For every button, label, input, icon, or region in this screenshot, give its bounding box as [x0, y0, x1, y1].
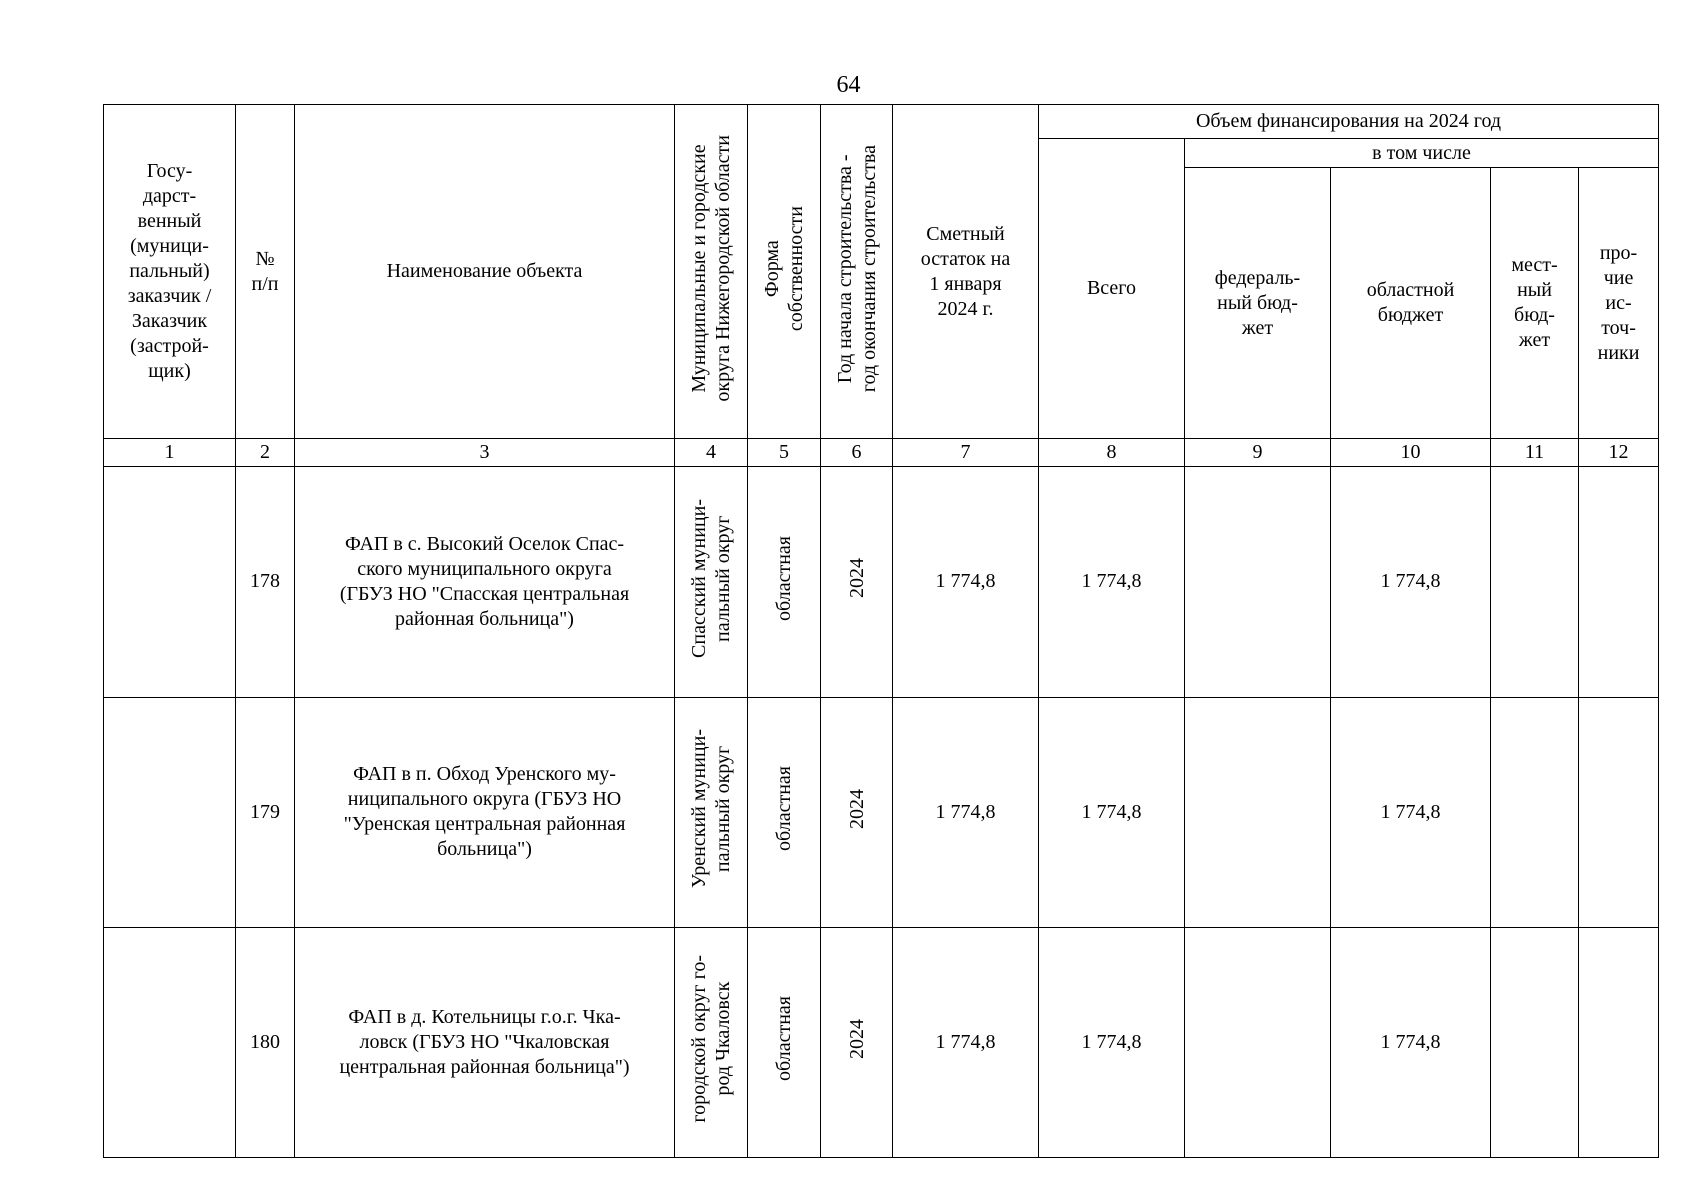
header-regional: областной бюджет	[1331, 168, 1491, 439]
col-num: 10	[1331, 439, 1491, 467]
header-number: № п/п	[236, 105, 295, 439]
header-total: Всего	[1039, 139, 1185, 439]
table-row	[104, 467, 1659, 697]
row-remaining: 1 774,8	[893, 697, 1039, 927]
row-remaining: 1 774,8	[893, 467, 1039, 697]
row-federal	[1185, 927, 1331, 1157]
row-number: 179	[236, 697, 295, 927]
row-years: 2024	[821, 467, 893, 697]
table-row	[104, 697, 1659, 927]
row-local	[1491, 697, 1579, 927]
col-num: 3	[295, 439, 675, 467]
header-customer: Госу- дарст- венный (муници- пальный) заказчик / Заказчик (застрой- щик)	[104, 105, 236, 439]
financing-table	[103, 104, 1659, 1158]
row-local	[1491, 927, 1579, 1157]
row-ownership: областная	[748, 467, 821, 697]
row-regional: 1 774,8	[1331, 467, 1491, 697]
row-local	[1491, 467, 1579, 697]
row-district: Спасский муници- пальный округ	[675, 467, 748, 697]
header-object-name: Наименование объекта	[295, 105, 675, 439]
row-total: 1 774,8	[1039, 697, 1185, 927]
col-num: 1	[104, 439, 236, 467]
col-num: 6	[821, 439, 893, 467]
row-customer	[104, 697, 236, 927]
row-total: 1 774,8	[1039, 467, 1185, 697]
header-local: мест- ный бюд- жет	[1491, 168, 1579, 439]
row-federal	[1185, 467, 1331, 697]
col-num: 11	[1491, 439, 1579, 467]
row-other	[1579, 927, 1659, 1157]
row-object-name: ФАП в д. Котельницы г.о.г. Чка- ловск (ГБУЗ НО "Чкаловская центральная районная больница")	[295, 927, 675, 1157]
col-num: 8	[1039, 439, 1185, 467]
col-num: 9	[1185, 439, 1331, 467]
row-customer	[104, 927, 236, 1157]
col-num: 2	[236, 439, 295, 467]
header-other: про- чие ис- точ- ники	[1579, 168, 1659, 439]
col-num: 7	[893, 439, 1039, 467]
row-number: 180	[236, 927, 295, 1157]
header-row-1	[104, 105, 1659, 139]
header-estimate-remaining: Сметный остаток на 1 января 2024 г.	[893, 105, 1039, 439]
row-district: городской округ го- род Чкаловск	[675, 927, 748, 1157]
table-row	[104, 927, 1659, 1157]
header-including: в том числе	[1185, 139, 1659, 168]
row-years: 2024	[821, 927, 893, 1157]
col-num: 5	[748, 439, 821, 467]
header-construction-years: Год начала строительства - год окончания строительства	[821, 105, 893, 439]
row-regional: 1 774,8	[1331, 927, 1491, 1157]
header-federal: федераль- ный бюд- жет	[1185, 168, 1331, 439]
row-number: 178	[236, 467, 295, 697]
row-district: Уренский муници- пальный округ	[675, 697, 748, 927]
page-number: 64	[836, 72, 861, 98]
header-ownership: Форма собственности	[748, 105, 821, 439]
row-customer	[104, 467, 236, 697]
row-ownership: областная	[748, 927, 821, 1157]
col-num: 4	[675, 439, 748, 467]
row-object-name: ФАП в с. Высокий Оселок Спас- ского муниципального округа (ГБУЗ НО "Спасская центральная районная больница")	[295, 467, 675, 697]
header-district: Муниципальные и городские округа Нижегородской области	[675, 105, 748, 439]
row-total: 1 774,8	[1039, 927, 1185, 1157]
row-other	[1579, 697, 1659, 927]
row-regional: 1 774,8	[1331, 697, 1491, 927]
row-remaining: 1 774,8	[893, 927, 1039, 1157]
row-object-name: ФАП в п. Обход Уренского му- ниципального округа (ГБУЗ НО "Уренская центральная районная больница")	[295, 697, 675, 927]
row-years: 2024	[821, 697, 893, 927]
row-federal	[1185, 697, 1331, 927]
row-other	[1579, 467, 1659, 697]
column-number-row	[104, 439, 1659, 467]
row-ownership: областная	[748, 697, 821, 927]
col-num: 12	[1579, 439, 1659, 467]
header-funding-group: Объем финансирования на 2024 год	[1039, 105, 1659, 139]
